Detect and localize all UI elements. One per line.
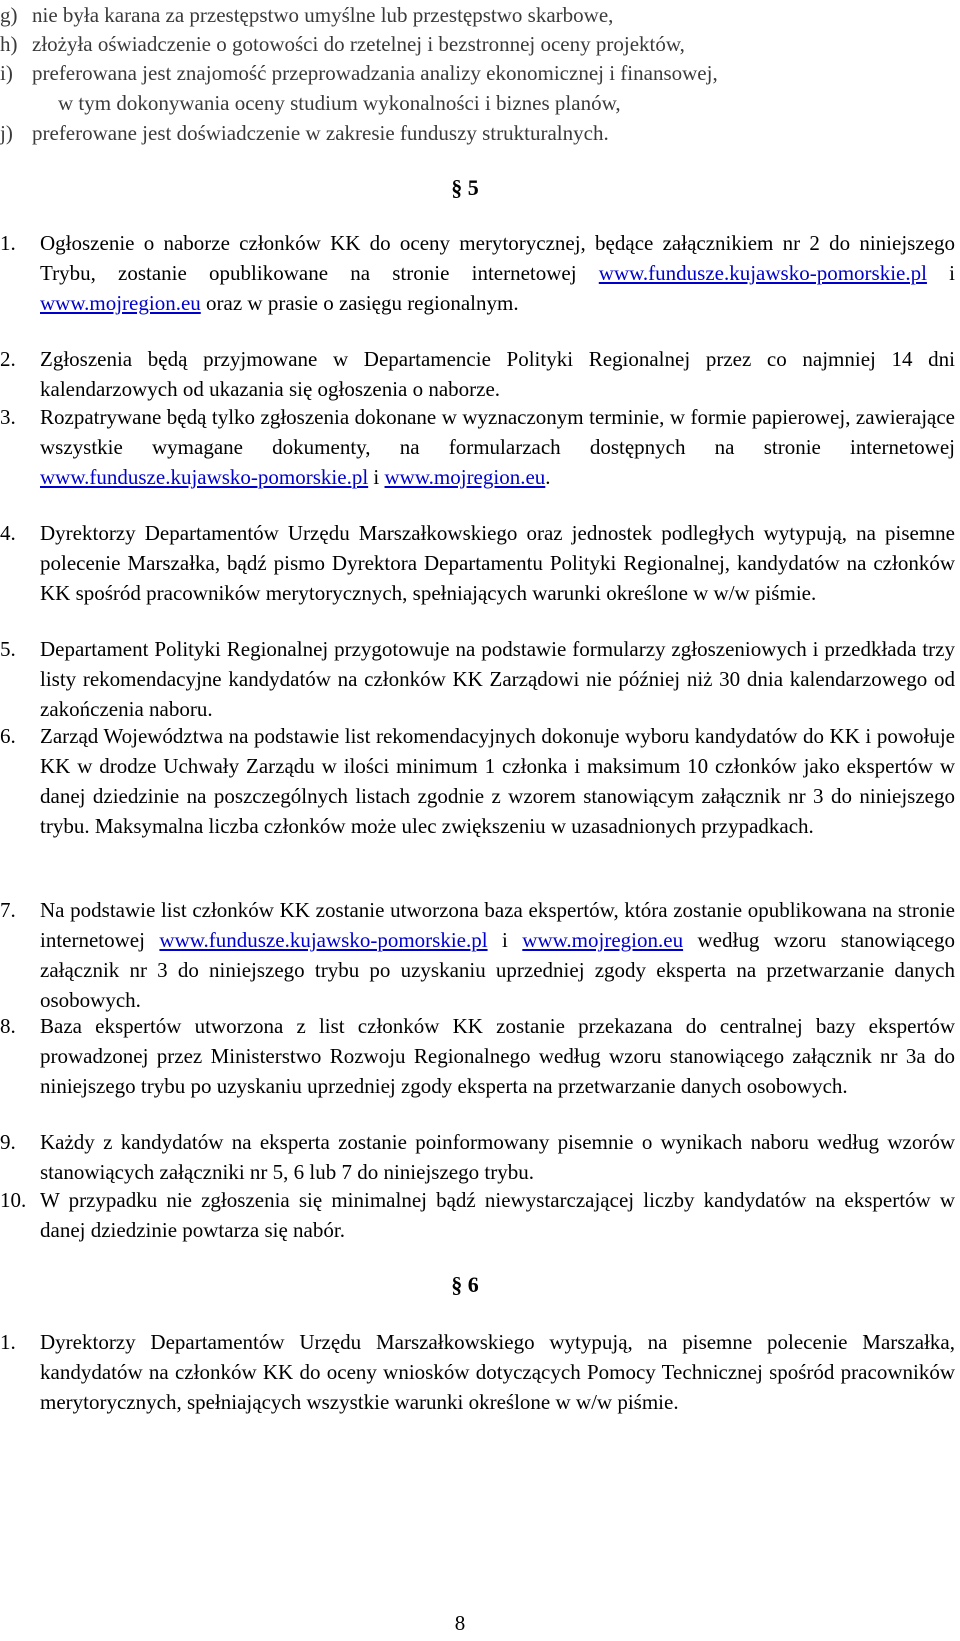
paragraph-text-part: i <box>368 465 385 489</box>
paragraph-number: 7. <box>0 898 16 922</box>
link-fundusze[interactable]: www.fundusze.kujawsko-pomorskie.pl <box>40 465 369 489</box>
link-fundusze[interactable]: www.fundusze.kujawsko-pomorskie.pl <box>159 928 488 952</box>
list-marker: i) <box>0 61 13 85</box>
paragraph-number: 8. <box>0 1014 16 1038</box>
paragraph-text: Zgłoszenia będą przyjmowane w Departamencie Polityki Regionalnej przez co najmniej 14 dni kalendarzowych od ukazania się ogłoszenia o naborze. <box>40 347 955 401</box>
paragraph-text <box>40 402 955 492</box>
paragraph-number: 3. <box>0 405 16 429</box>
paragraph-number: 1. <box>0 231 16 255</box>
paragraph-text-part: . <box>545 465 551 489</box>
paragraph-text: Dyrektorzy Departamentów Urzędu Marszałkowskiego oraz jednostek podległych wytypują, na pisemne polecenie Marszałka, bądź pismo Dyrektora Departamentu Polityki Regionalnej, kandydatów na członków KK spośród pracowników merytorycznych, spełniających warunki określone w w/w piśmie. <box>40 521 955 605</box>
paragraph-number: 5. <box>0 637 16 661</box>
paragraph-number: 1. <box>0 1330 16 1354</box>
list-marker: j) <box>0 121 13 145</box>
paragraph-text-part: według wzoru stanowiącego załącznik nr 3 do niniejszego trybu po uzyskaniu uprzedniej zgody eksperta na przetwarzanie danych osobowych. <box>40 928 955 1012</box>
list-item-text: w tym dokonywania oceny studium wykonalności i biznes planów, <box>58 91 621 115</box>
paragraph-text: Baza ekspertów utworzona z list członków KK zostanie przekazana do centralnej bazy ekspertów prowadzonej przez Ministerstwo Rozwoju Regionalnego według wzoru stanowiącego załącznik nr 3a do niniejszego trybu po uzyskaniu uprzedniej zgody eksperta na przetwarzanie danych osobowych. <box>40 1014 955 1098</box>
paragraph-number: 10. <box>0 1188 27 1212</box>
list-marker: g) <box>0 3 18 27</box>
paragraph-text-part: i <box>487 928 523 952</box>
paragraph-text: Departament Polityki Regionalnej przygotowuje na podstawie formularzy zgłoszeniowych i przedkłada trzy listy rekomendacyjne kandydatów na członków KK Zarządowi nie później niż 30 dnia kalendarzowego od zakończenia naboru. <box>40 637 955 721</box>
list-item-text: preferowane jest doświadczenie w zakresie funduszy strukturalnych. <box>32 121 609 145</box>
paragraph-number: 6. <box>0 724 16 748</box>
link-fundusze[interactable]: www.fundusze.kujawsko-pomorskie.pl <box>598 261 927 285</box>
link-mojregion[interactable]: www.mojregion.eu <box>384 465 546 489</box>
list-marker: h) <box>0 32 18 56</box>
list-item-text: nie była karana za przestępstwo umyślne lub przestępstwo skarbowe, <box>32 3 614 27</box>
section-6-heading: § 6 <box>451 1272 479 1297</box>
link-mojregion[interactable]: www.mojregion.eu <box>522 928 684 952</box>
list-item-text: złożyła oświadczenie o gotowości do rzetelnej i bezstronnej oceny projektów, <box>32 32 685 56</box>
paragraph-number: 2. <box>0 347 16 371</box>
paragraph-text-part: Rozpatrywane będą tylko zgłoszenia dokonane w wyznaczonym terminie, w formie papierowej, zawierające wszystkie wymagane dokumenty, na formularzach dostępnych na stronie internetowej <box>40 405 955 459</box>
paragraph-number: 4. <box>0 521 16 545</box>
section-5-heading: § 5 <box>451 175 479 200</box>
list-item-text: preferowana jest znajomość przeprowadzania analizy ekonomicznej i finansowej, <box>32 61 718 85</box>
paragraph-text: W przypadku nie zgłoszenia się minimalnej bądź niewystarczającej liczby kandydatów na ekspertów w danej dziedzinie powtarza się nabór. <box>40 1188 955 1242</box>
paragraph-text-part: Ogłoszenie o naborze członków KK do oceny merytorycznej, będące załącznikiem nr 2 do niniejszego Trybu, zostanie opublikowane na stronie internetowej <box>40 231 955 285</box>
paragraph-text-part: i <box>926 261 955 285</box>
paragraph-text <box>40 228 955 318</box>
paragraph-text-part: oraz w prasie o zasięgu regionalnym. <box>200 291 519 315</box>
paragraph-text: Każdy z kandydatów na eksperta zostanie poinformowany pisemnie o wynikach naboru według wzorów stanowiących załączniki nr 5, 6 lub 7 do niniejszego trybu. <box>40 1130 955 1184</box>
paragraph-number: 9. <box>0 1130 16 1154</box>
paragraph-text-part: Na podstawie list członków KK zostanie utworzona baza ekspertów, która zostanie opublikowana na stronie internetowej <box>40 898 955 952</box>
paragraph-text: Dyrektorzy Departamentów Urzędu Marszałkowskiego wytypują, na pisemne polecenie Marszałka, kandydatów na członków KK do oceny wniosków dotyczących Pomocy Technicznej spośród pracowników merytorycznych, spełniających wszystkie warunki określone w w/w piśmie. <box>40 1330 955 1414</box>
page-number: 8 <box>454 1611 466 1635</box>
paragraph-text <box>40 895 955 1015</box>
paragraph-text: Zarząd Województwa na podstawie list rekomendacyjnych dokonuje wyboru kandydatów do KK i powołuje KK w drodze Uchwały Zarządu w ilości minimum 1 członka i maksimum 10 członków jako ekspertów w danej dziedzinie na poszczególnych listach zgodnie z wzorem stanowiącym załącznik nr 3 do niniejszego trybu. Maksymalna liczba członków może ulec zwiększeniu w uzasadnionych przypadkach. <box>40 724 955 838</box>
link-mojregion[interactable]: www.mojregion.eu <box>40 291 201 315</box>
